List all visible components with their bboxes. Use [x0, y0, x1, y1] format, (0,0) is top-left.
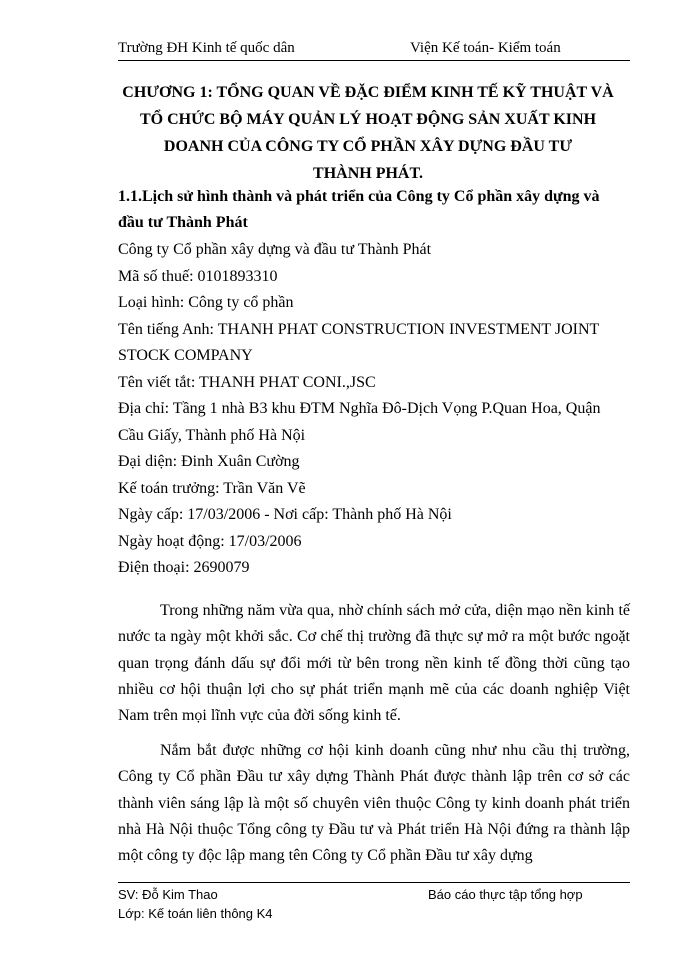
- chapter-title-line: CHƯƠNG 1: TỔNG QUAN VỀ ĐẶC ĐIỂM KINH TẾ KỸ THUẬT VÀ: [122, 84, 614, 101]
- phone: Điện thoại: 2690079: [118, 559, 250, 576]
- chapter-title: [108, 79, 628, 187]
- header-university: Trường ĐH Kinh tế quốc dân: [118, 40, 295, 56]
- issue-date: Ngày cấp: 17/03/2006 - Nơi cấp: Thành phố Hà Nội: [118, 506, 452, 523]
- footer-student: SV: Đỗ Kim Thao: [118, 887, 218, 902]
- short-name: Tên viết tắt: THANH PHAT CONI.,JSC: [118, 373, 376, 391]
- address: Địa chỉ: Tầng 1 nhà B3 khu ĐTM Nghĩa Đô-Dịch Vọng P.Quan Hoa, Quận: [118, 400, 601, 417]
- chapter-title-line: THÀNH PHÁT.: [313, 165, 423, 182]
- paragraph: Nắm bắt được những cơ hội kinh doanh cũng như nhu cầu thị trường, Công ty Cổ phần Đầu tư xây dựng Thành Phát được thành lập trên cơ sở các thành viên sáng lập là một số chuyên viên thuộc Công ty kinh doanh phát triển nhà Hà Nội thuộc Tổng công ty Đầu tư và Phát triển Hà Nội đứng ra thành lập một công ty độc lập mang tên Công ty Cổ phần Đầu tư xây dựng: [118, 742, 630, 865]
- english-name: Tên tiếng Anh: THANH PHAT CONSTRUCTION INVESTMENT JOINT: [118, 320, 600, 338]
- chapter-title-line: TỔ CHỨC BỘ MÁY QUẢN LÝ HOẠT ĐỘNG SẢN XUẤT KINH: [139, 111, 597, 128]
- tax-code: Mã số thuế: 0101893310: [118, 267, 278, 285]
- company-info: [118, 237, 630, 582]
- section-title: [118, 184, 628, 236]
- chapter-title-line: DOANH CỦA CÔNG TY CỔ PHẦN XÂY DỰNG ĐẦU TƯ: [163, 138, 573, 155]
- company-name: Công ty Cổ phần xây dựng và đầu tư Thành Phát: [118, 241, 432, 258]
- header-institute: Viện Kế toán- Kiểm toán: [410, 40, 561, 56]
- section-title-line: đầu tư Thành Phát: [118, 214, 248, 231]
- representative: Đại diện: Đinh Xuân Cường: [118, 453, 300, 470]
- company-type: Loại hình: Công ty cổ phần: [118, 294, 294, 311]
- footer-divider: [118, 882, 630, 883]
- footer-report: Báo cáo thực tập tổng hợp: [428, 887, 583, 902]
- english-name-cont: STOCK COMPANY: [118, 347, 253, 364]
- paragraph: Trong những năm vừa qua, nhờ chính sách mở cửa, diện mạo nền kinh tế nước ta ngày một khởi sắc. Cơ chế thị trường đã thực sự mở ra một bước ngoặt quan trọng đánh dấu sự đổi mới từ bên trong nền kinh tế đồng thời cũng tạo nhiều cơ hội thuận lợi cho sự phát triển mạnh mẽ của các doanh nghiệp Việt Nam trên mọi lĩnh vực của đời sống kinh tế.: [118, 602, 630, 725]
- operation-date: Ngày hoạt động: 17/03/2006: [118, 532, 302, 550]
- address-cont: Cầu Giấy, Thành phố Hà Nội: [118, 426, 306, 444]
- chief-accountant: Kế toán trưởng: Trần Văn Vẽ: [118, 479, 306, 497]
- header-divider: [118, 60, 630, 61]
- footer-class: Lớp: Kế toán liên thông K4: [118, 906, 273, 921]
- section-title-line: 1.1.Lịch sử hình thành và phát triển của Công ty Cổ phần xây dựng và: [118, 188, 600, 205]
